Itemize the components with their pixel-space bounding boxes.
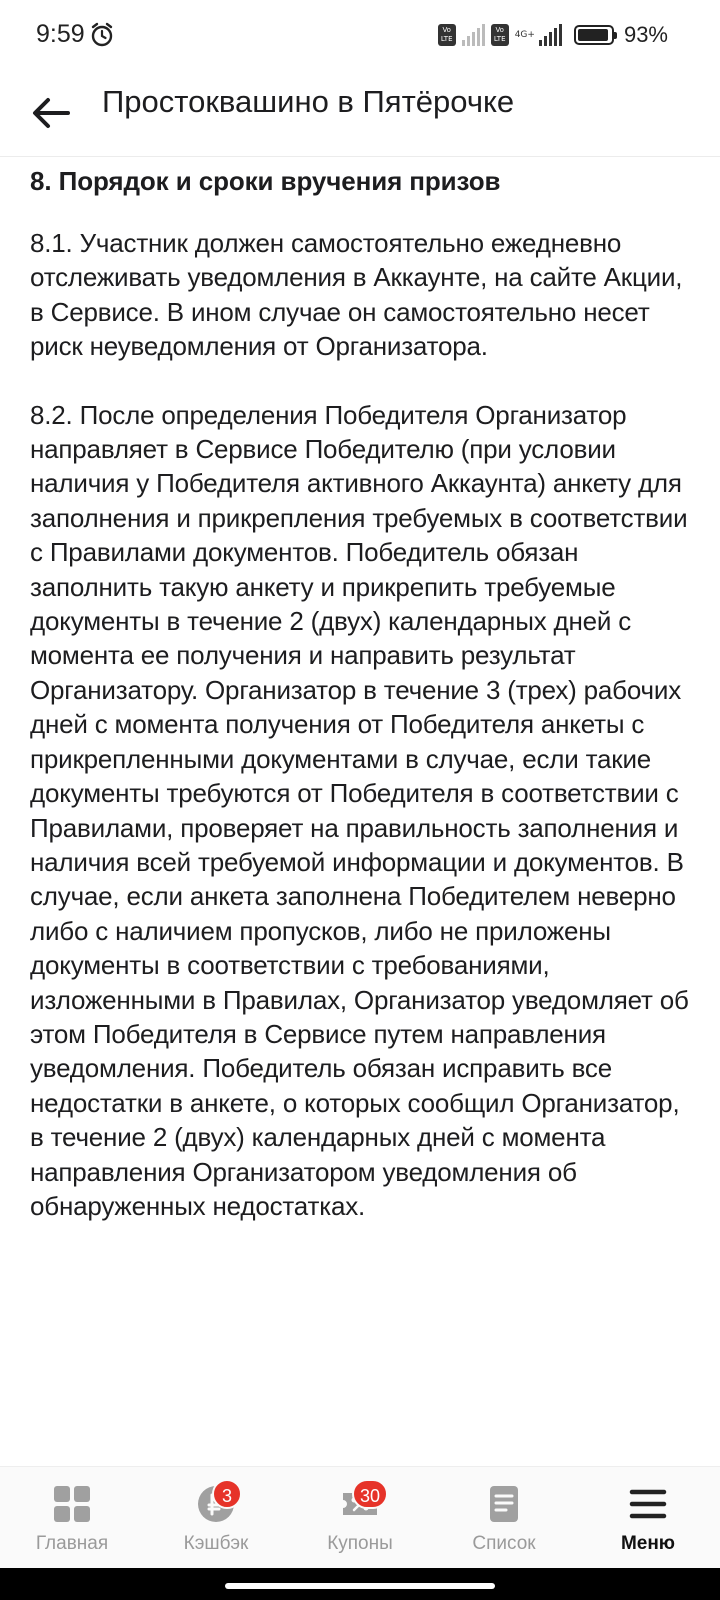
page-title: Простоквашино в Пятёрочке <box>102 84 515 119</box>
nav-label-coupons: Купоны <box>327 1533 393 1554</box>
status-bar <box>0 0 720 70</box>
volte-2-icon: Vo LTE <box>491 24 509 46</box>
battery-icon <box>574 25 614 45</box>
nav-item-list[interactable] <box>432 1467 576 1569</box>
volte-icon <box>438 24 456 46</box>
signal-1-icon <box>462 24 485 46</box>
network-type-label: 4G+ <box>514 29 535 40</box>
system-gesture-bar <box>0 1568 720 1600</box>
bottom-nav <box>0 1466 720 1569</box>
nav-label-cashback: Кэшбэк <box>183 1533 249 1554</box>
status-indicators <box>438 22 668 48</box>
battery-fill <box>578 29 608 41</box>
section-heading: 8. Порядок и сроки вручения призов <box>30 166 501 196</box>
battery-percent: 93% <box>623 22 668 47</box>
rule-paragraph-8-2: 8.2. После определения Победителя Организатор направляет в Сервисе Победителю (при условии наличия у Победителя активного Аккаунта) анкету для заполнения и прикрепления требуемых в соответствии с Правилами документов. Победитель обязан заполнить такую анкету и прикрепить требуемые документы в течение 2 (двух) календарных дней с момента ее получения и направить результат Организатору. Организатор в течение 3 (трех) рабочих дней с момента получения от Победителя анкеты с прикрепленными документами в случае, если такие документы требуются от Победителя в соответствии с Правилами, проверяет на правильность заполнения и наличия всей требуемой информации и документов. В случае, если анкета заполнена Победителем неверно либо с наличием пропусков, либо не приложены документы в соответствии с требованиями, изложенными в Правилах, Организатор уведомляет об этом Победителя в Сервисе путем направления уведомления. Победитель обязан исправить все недостатки в анкете, о которых сообщил Организатор, в течение 2 (двух) календарных дней с момента направления Организатором уведомления об обнаруженных недостатках. <box>30 399 689 1221</box>
rule-paragraph-8-1: 8.1. Участник должен самостоятельно ежедневно отслеживать уведомления в Аккаунте, на сайте Акции, в Сервисе. В ином случае он самостоятельно несет риск неуведомления от Организатора. <box>30 228 683 362</box>
volte-label: Vo LTE <box>440 26 453 43</box>
home-gesture-handle[interactable] <box>225 1583 495 1589</box>
rules-content <box>30 162 694 1257</box>
home-grid-icon <box>53 1485 91 1523</box>
nav-item-menu[interactable] <box>576 1467 720 1569</box>
cashback-badge: 3 <box>212 1479 242 1509</box>
list-icon <box>485 1485 523 1523</box>
nav-item-home[interactable] <box>0 1467 144 1569</box>
nav-item-coupons[interactable] <box>288 1467 432 1569</box>
nav-label-home: Главная <box>35 1533 109 1554</box>
coupons-badge: 30 <box>352 1479 388 1509</box>
menu-icon <box>629 1485 667 1523</box>
signal-2-icon <box>539 24 562 46</box>
nav-label-menu: Меню <box>620 1533 676 1554</box>
nav-item-cashback[interactable] <box>144 1467 288 1569</box>
nav-label-list: Список <box>472 1533 536 1554</box>
back-arrow-icon[interactable] <box>28 88 78 138</box>
alarm-icon <box>90 22 114 48</box>
status-time: 9:59 <box>36 20 85 48</box>
